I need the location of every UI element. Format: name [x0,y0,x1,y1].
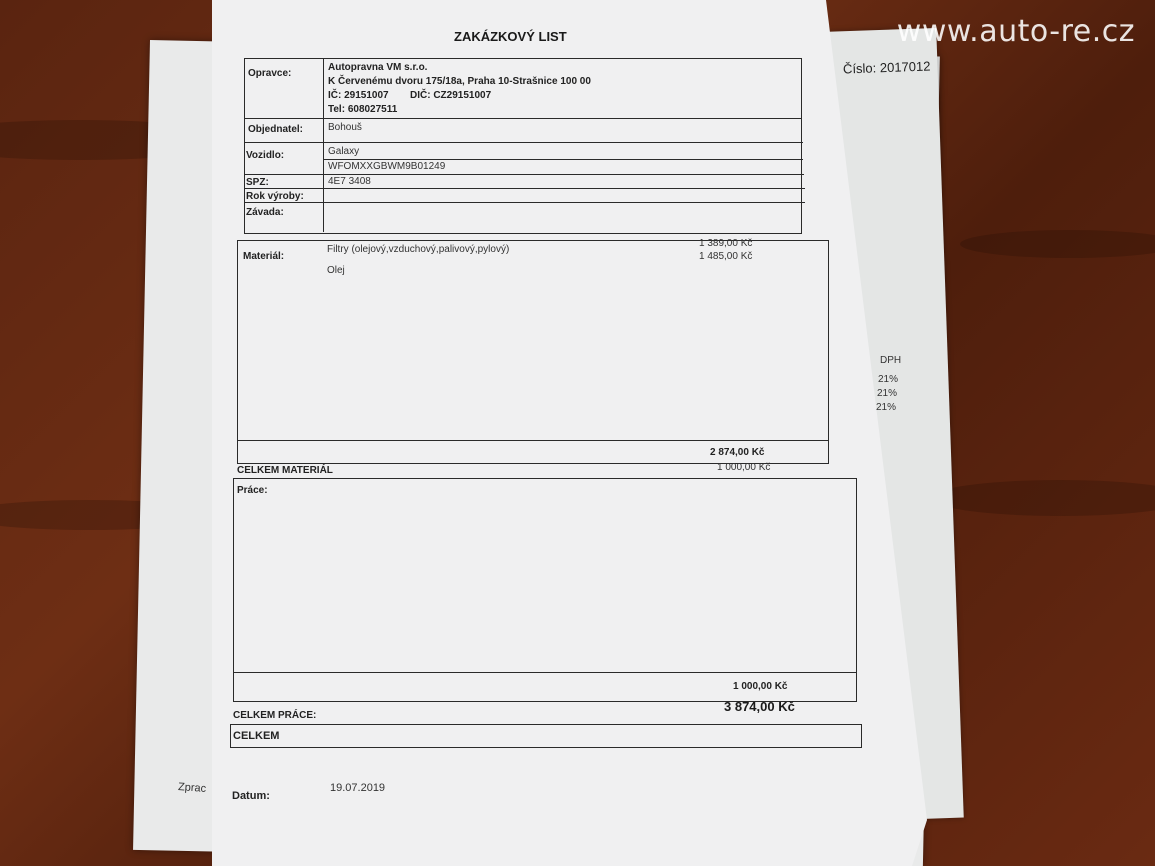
wood-grain [960,230,1155,258]
material-item-name: Filtry (olejový,vzduchový,palivový,pylový) [327,244,510,255]
wood-grain [930,480,1155,516]
celkem-label: CELKEM [233,730,280,742]
opravce-name: Autopravna VM s.r.o. [328,62,428,73]
opravce-label: Opravce: [248,68,292,79]
prace-subtotal: 1 000,00 Kč [733,681,788,692]
material-label: Materiál: [243,251,285,262]
document-paper [212,0,932,866]
material-item-name: Olej [327,265,345,276]
document-title: ZAKÁZKOVÝ LIST [454,29,567,44]
back-sheet-dph-value: 21% [877,388,898,399]
opravce-address: K Červenému dvoru 175/18a, Praha 10-Strašnice 100 00 [328,76,591,87]
prace-total-label: CELKEM PRÁCE: [233,710,317,721]
opravce-dic: DIČ: CZ29151007 [410,90,492,101]
back-sheet-zprac: Zprac [177,781,207,795]
material-subtotal: 2 874,00 Kč [710,447,765,458]
back-sheet-dph-value: 21% [878,374,899,385]
material-item-price: 1 485,00 Kč [699,251,753,262]
back-sheet-dph-value: 21% [876,402,897,413]
back-sheet-number: Číslo: 2017012 [842,58,931,77]
vozidlo-label: Vozidlo: [246,150,285,161]
datum-label: Datum: [232,790,270,802]
objednatel-label: Objednatel: [248,124,304,135]
material-total-label: CELKEM MATERIÁL [237,465,333,476]
watermark: www.auto-re.cz [896,14,1135,49]
datum-value: 19.07.2019 [330,782,386,794]
opravce-tel: Tel: 608027511 [328,104,398,115]
grand-total: 3 874,00 Kč [724,699,795,714]
vozidlo-vin: WFOMXXGBWM9B01249 [328,161,446,172]
rok-vyroby-label: Rok výroby: [246,191,304,202]
zavada-label: Závada: [246,207,284,218]
prace-label: Práce: [237,485,268,496]
prace-line-price: 1 000,00 Kč [717,462,771,473]
objednatel-value: Bohouš [328,122,362,133]
spz-value: 4E7 3408 [328,176,371,187]
back-sheet-dph-header: DPH [880,355,902,366]
spz-label: SPZ: [246,177,269,188]
opravce-ic: IČ: 29151007 [328,90,389,101]
vozidlo-model: Galaxy [328,146,360,157]
material-item-price: 1 389,00 Kč [699,238,753,249]
